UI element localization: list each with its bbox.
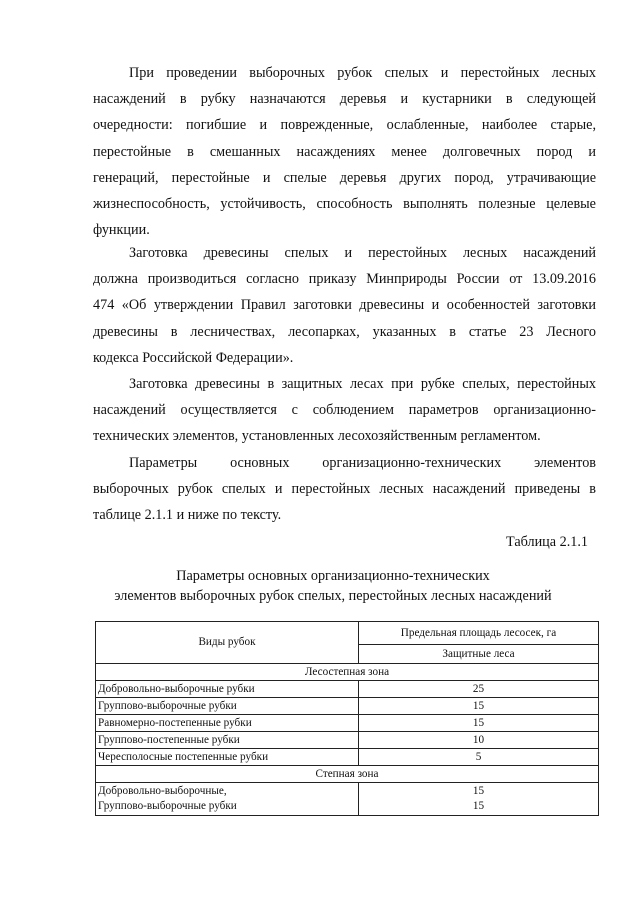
text-line: таблице 2.1.1 и ниже по тексту. [93,507,282,524]
text-line: насаждений осуществляется с соблюдением параметров организационно- [93,402,596,419]
text-line: Заготовка древесины спелых и перестойных лесных насаждений [129,245,596,261]
paragraph-harvesting-order [93,240,596,371]
header-protective-forests: Защитные леса [359,645,599,664]
paragraph-parameters [93,450,596,529]
paragraph-selection-order [93,60,596,243]
text-line: функции. [93,222,150,239]
text-line: древесины в лесничествах, лесопарках, указанных в статье 23 Лесного [93,323,596,340]
zone-label: Степная зона [96,766,599,783]
zone-label: Лесостепная зона [96,664,599,681]
text-line: генераций, перестойные и спелые деревья других пород, утрачивающие [93,169,596,186]
area-value-cell: 15 [359,698,599,715]
cutting-type-line: Группово-выборочные рубки [98,800,237,812]
area-value-cell: 10 [359,732,599,749]
data-table [95,621,599,816]
table-caption [93,566,573,606]
table-row [96,732,599,749]
text-line: перестойные в смешанных насаждениях менее долговечных пород и [93,143,596,160]
table-row [96,681,599,698]
text-line: очередности: погибшие и поврежденные, ослабленные, наиболее старые, [93,117,596,134]
caption-line: элементов выборочных рубок спелых, перестойных лесных насаждений [114,588,552,604]
area-value-cell: 15 [359,715,599,732]
cutting-type-cell: Равномерно-постепенные рубки [96,715,359,732]
cutting-type-line: Добровольно-выборочные, [98,785,227,797]
cutting-type-cell: Чересполосные постепенные рубки [96,749,359,766]
area-value-cell: 5 [359,749,599,766]
text-line: При проведении выборочных рубок спелых и перестойных лесных [129,65,596,81]
table-row [96,749,599,766]
cutting-type-cell [96,783,359,816]
area-value-cell: 25 [359,681,599,698]
area-value-line: 15 [472,785,485,797]
paragraph-protective-forests [93,371,596,450]
text-line: 474 «Об утверждении Правил заготовки древесины и особенностей заготовки [93,297,596,314]
text-line: Заготовка древесины в защитных лесах при рубке спелых, перестойных [129,376,596,392]
text-line: Параметры основных организационно-технических элементов [129,455,596,471]
header-cutting-type: Виды рубок [96,622,359,664]
zone-row [96,664,599,681]
header-max-area: Предельная площадь лесосек, га [359,622,599,645]
text-line: жизнеспособность, устойчивость, способность выполнять полезные целевые [93,196,596,213]
text-line: выборочных рубок спелых и перестойных лесных насаждений приведены в [93,481,596,498]
text-line: технических элементов, установленных лесохозяйственным регламентом. [93,428,541,445]
area-value-line: 15 [472,800,485,812]
text-line: должна производиться согласно приказу Минприроды России от 13.09.2016 [93,271,596,288]
area-value-cell [359,783,599,816]
table-header-row [96,622,599,645]
text-line: насаждений в рубку назначаются деревья и кустарники в следующей [93,91,596,108]
cutting-type-cell: Группово-постепенные рубки [96,732,359,749]
table-number: Таблица 2.1.1 [506,534,588,550]
table-row [96,715,599,732]
table-row [96,698,599,715]
cutting-type-cell: Группово-выборочные рубки [96,698,359,715]
caption-line: Параметры основных организационно-технических [176,568,490,584]
zone-row [96,766,599,783]
text-line: кодекса Российской Федерации». [93,349,294,366]
cutting-type-cell: Добровольно-выборочные рубки [96,681,359,698]
table-row [96,783,599,816]
